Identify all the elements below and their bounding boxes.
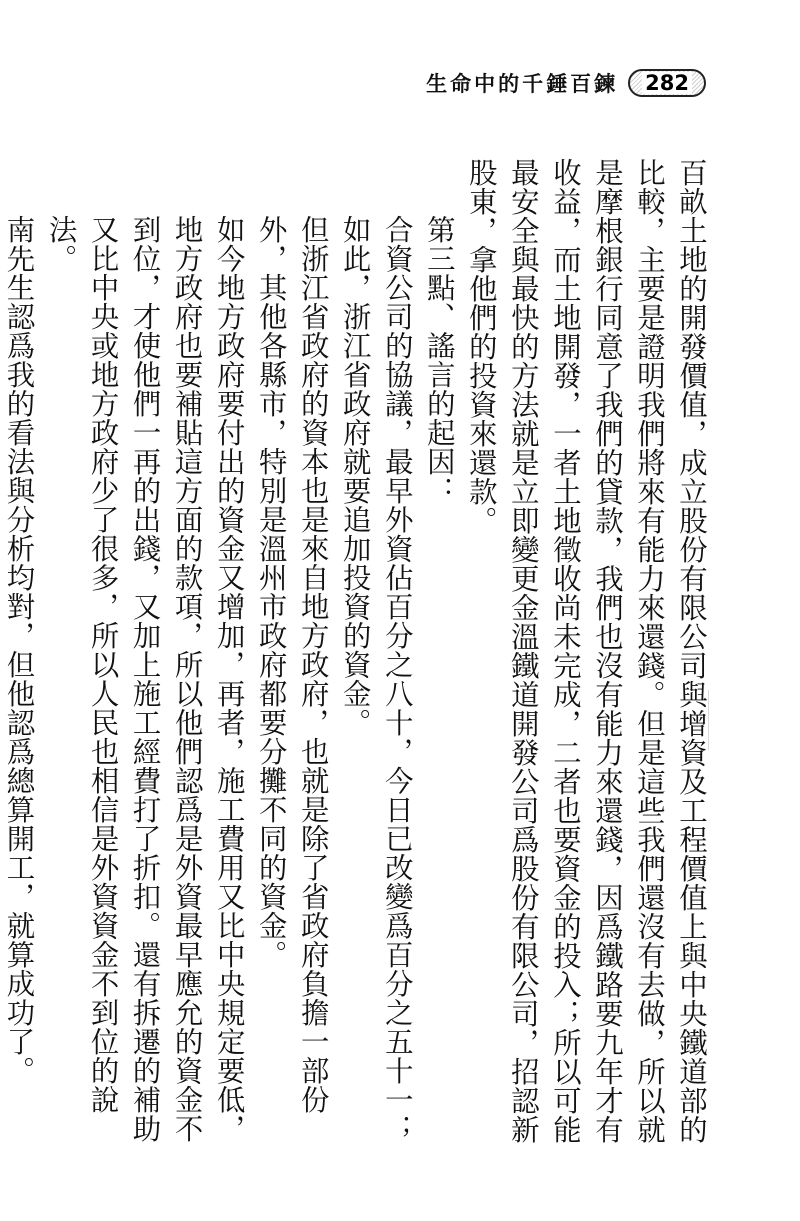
paragraph: 南先生認爲我的看法與分析均對，但他認爲總算開工，就算成功了。 [2, 214, 36, 1085]
page-number-badge [628, 69, 706, 97]
book-title: 生命中的千錘百鍊 [426, 72, 619, 96]
vertical-body-text [2, 158, 712, 1158]
running-header [426, 68, 706, 98]
section-heading: 第三點、謠言的起因： [422, 214, 456, 505]
paragraph: 但浙江省政府的資本也是來自地方政府，也就是除了省政府負擔一部份外，其他各縣市，特別是溫州市政府都要分攤不同的資金。 [254, 214, 330, 1114]
paragraph-continued: 百畝土地的開發價值，成立股份有限公司與增資及工程價值上與中央鐵道部的比較，主要是證明我們將來有能力來還錢。但是這些我們還沒有去做，所以就是摩根銀行同意了我們的貸款，我們也沒有能力來還錢，因爲鐵路要九年才有收益，而土地開發，一者土地徵收尚未完成，二者也要資金的投入；所以可能最安全與最快的方法就是立即變更金溫鐵道開發公司爲股份有限公司，招認新股東，拿他們的投資來還款。 [464, 158, 708, 1144]
paragraph: 合資公司的協議，最早外資佔百分之八十，今日已改變爲百分之五十一；如此，浙江省政府就要追加投資的資金。 [338, 214, 414, 1143]
paragraph: 如今地方政府要付出的資金又增加，再者，施工費用又比中央規定要低，地方政府也要補貼這方面的款項，所以他們認爲是外資最早應允的資金不到位，才使他們一再的出錢，又加上施工經費打了折扣。還有拆遷的補助又比中央或地方政府少了很多，所以人民也相信是外資資金不到位的說法。 [44, 214, 246, 1143]
page-number: 282 [642, 72, 692, 94]
